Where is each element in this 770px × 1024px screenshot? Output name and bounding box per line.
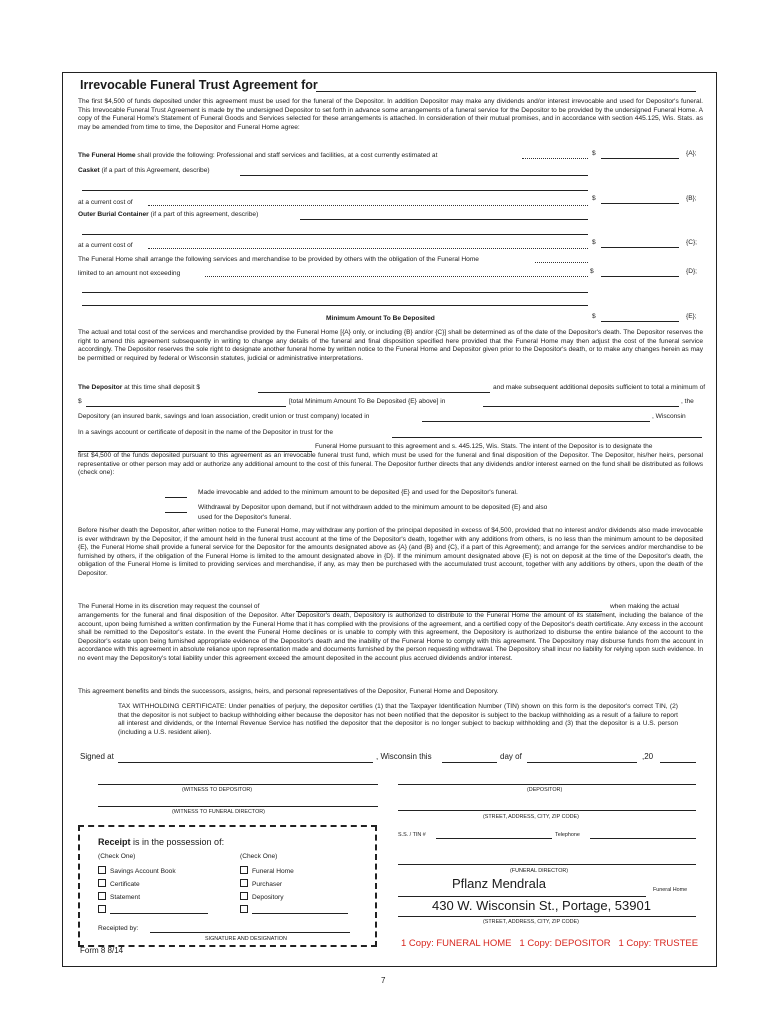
receipt-savings-book[interactable]: Savings Account Book [98, 866, 176, 877]
dollar-sign: $ [592, 239, 596, 246]
tax-certificate-paragraph: TAX WITHHOLDING CERTIFICATE: Under penalties of perjury, the depositor certifies (1) that the Taxpayer Identification Number (TIN) shown on this form is the depositor's correct TIN, (2) that the depositor is not subject to backup withholding either because the depositor has not been notified that the depositor is subject to the backup withholding as a result of a failure to report all interest and dividends, or the Internal Revenue Service has notified the depositor that the depositor is no longer subject to backup withholding and (3) that the depositor is a U.S. person (including a U.S. resident alien). [118, 703, 678, 736]
ss-tin-label: S.S. / TIN # [398, 832, 426, 838]
receipt-other-2[interactable] [240, 905, 252, 916]
line-c-text: at a current cost of [78, 242, 133, 249]
ss-tin-field[interactable] [436, 838, 552, 839]
receipt-purchaser[interactable]: Purchaser [240, 879, 282, 890]
receipt-title: Receipt is in the possession of: [98, 837, 225, 847]
check-one-label: (Check One) [98, 853, 136, 860]
depositor-deposit-text: The Depositor at this time shall deposit $ [78, 384, 201, 391]
option-irrevocable-check[interactable] [165, 497, 187, 498]
depository-location-text: Depository (an insured bank, savings and loan association, credit union or trust company) located in [78, 413, 370, 420]
trust-for-field[interactable] [392, 437, 702, 438]
cost-b-field[interactable] [601, 203, 679, 204]
witness-depositor-line[interactable] [98, 784, 378, 785]
cost-d-field[interactable] [601, 276, 679, 277]
arrange-line1[interactable] [82, 292, 588, 293]
depository-city-field[interactable] [422, 421, 650, 422]
arrange-text: The Funeral Home shall arrange the following services and merchandise to be provided by others with the obligation of the Funeral Home [78, 256, 479, 263]
tag-a: {A}; [686, 150, 697, 157]
dollar-sign: $ [592, 195, 596, 202]
receipt-other-2-field[interactable] [252, 913, 348, 914]
funeral-home-line[interactable] [398, 896, 646, 897]
savings-account-text: In a savings account or certificate of deposit in the name of the Depositor in trust for the [78, 429, 334, 436]
receipt-other-1-field[interactable] [110, 913, 208, 914]
dollar-sign: $ [592, 150, 596, 157]
leader-dots [148, 248, 588, 249]
funeral-home-name: Pflanz Mendrala [452, 876, 546, 891]
tag-e: {E}; [686, 313, 697, 320]
receipt-depository[interactable]: Depository [240, 892, 284, 903]
depository-name-field[interactable] [483, 406, 679, 407]
wisconsin-text: , Wisconsin [652, 413, 686, 420]
signed-at-label: Signed at [80, 752, 114, 761]
total-minimum-field[interactable] [86, 406, 286, 407]
dollar-sign: $ [592, 313, 596, 320]
receipt-other-1[interactable] [98, 905, 110, 916]
funeral-home-address-line[interactable] [398, 916, 696, 917]
receipted-by-field[interactable] [150, 932, 350, 933]
beneficiary-name-field[interactable] [316, 91, 696, 92]
line-a-text: The Funeral Home shall provide the following: Professional and staff services and facilities, at a cost currently estimated at [78, 152, 438, 159]
receipt-statement[interactable]: Statement [98, 892, 140, 903]
checkbox[interactable] [240, 866, 248, 874]
signed-at-field[interactable] [118, 762, 373, 763]
page-number: 7 [381, 976, 386, 985]
minimum-amount-field[interactable] [601, 321, 679, 322]
counsel-paragraph: arrangements for the funeral and final disposition of the Depositor. After Depositor's death, Depository is authorized to distribute to the Funeral Home the amount of its statement, including the balance of the account, upon being furnished a written confirmation by the Funeral Home that it has complied with the provisions of the agreement, and a certified copy of the Depositor's death certificate. Any excess in the account shall be remitted to the Depositor's estate. In the event the Funeral Home declines or is unable to comply with this agreement, the Depository is authorized to disburse the entire balance of the account to the Depositor's estate upon being furnished appropriate evidence of the Depositor's death and the inability of the Funeral Home to comply with this agreement. The Depository may disburse funds from the account in accordance with this agreement in absolute reliance upon representation made and documents furnished by the person requesting withdrawal. The Depository shall incur no liability for relying upon such evidence. In no event may the Depository's total liability under this agreement exceed the amount deposited in the account plus accrued dividends and/or interest. [78, 612, 703, 662]
checkbox[interactable] [240, 892, 248, 900]
line-d-text: limited to an amount not exceeding [78, 270, 181, 277]
witness-fd-line[interactable] [98, 806, 378, 807]
funeral-home-address: 430 W. Wisconsin St., Portage, 53901 [432, 898, 651, 913]
total-minimum-text: [total Minimum Amount To Be Deposited {E} above] in [289, 398, 446, 405]
copies-distribution: 1 Copy: FUNERAL HOME 1 Copy: DEPOSITOR 1 Copy: TRUSTEE [401, 938, 699, 949]
minimum-amount-label: Minimum Amount To Be Deposited [326, 315, 435, 322]
receipted-by-label: Receipted by: [98, 925, 139, 932]
checkbox[interactable] [240, 905, 248, 913]
casket-label: Casket (if a part of this Agreement, describe) [78, 167, 210, 174]
outer-container-field[interactable] [300, 219, 588, 220]
option-withdrawal-text: Withdrawal by Depositor upon demand, but if not withdrawn added to the minimum amount to be deposited {E} and also [198, 504, 548, 511]
option-withdrawal-check[interactable] [165, 512, 187, 513]
month-field[interactable] [527, 762, 637, 763]
pursuant-paragraph: first $4,500 of the funds deposited pursuant to this agreement as an irrevocable funeral trust fund, which must be used for the funeral and final disposition of the Depositor. The Depositor, his/her heirs, personal representative or other person may add or authorize any additional amount to the cost of this funeral. The Depositor further directs that any dividends and/or interest earned on the fund shall be distributed as follows (check one): [78, 452, 703, 477]
tag-d: {D}; [686, 268, 697, 275]
depositor-label: (DEPOSITOR) [527, 787, 563, 793]
check-one-label: (Check One) [240, 853, 278, 860]
day-field[interactable] [442, 762, 497, 763]
dollar-sign: $ [78, 398, 82, 405]
street-address-label: (STREET, ADDRESS, CITY, ZIP CODE) [483, 814, 579, 820]
funeral-director-label: (FUNERAL DIRECTOR) [510, 868, 569, 874]
leader-dots [535, 262, 588, 263]
outer-container-line2[interactable] [82, 234, 588, 235]
year-field[interactable] [660, 762, 696, 763]
checkbox[interactable] [98, 892, 106, 900]
form-number: Form 8 8/14 [80, 946, 124, 955]
witness-depositor-label: (WITNESS TO DEPOSITOR) [182, 787, 253, 793]
before-death-paragraph: Before his/her death the Depositor, after written notice to the Funeral Home, may withdraw any portion of the principal deposited in excess of $4,500, provided that no interest and/or dividends also made irrevocable is ever withdrawn by the Depositor, if the amount held in the funeral trust account at the time of the Depositor's death, together with any additions from others, is no less than the minimum amount to be deposited {E}, the Funeral Home shall provide a funeral service for the Depositor for the amounts designated above as {A} (and {B} and {C}, if a part of this Agreement); and arrange for the services and/or merchandise to be furnished by others, if the obligation of the Funeral Home is limited to the amount designated above in {D}. If the minimum amount designated above {E} is not on deposit at the time of the Depositor's death, the obligation of the Funeral Home is limited to providing services and merchandise, if any, as may then be purchased with the accumulated trust account, together with any additions by others, upon the death of the Depositor. [78, 527, 703, 577]
initial-deposit-field[interactable] [258, 392, 490, 393]
checkbox[interactable] [98, 866, 106, 874]
tag-c: {C}; [686, 239, 697, 246]
counsel-text: The Funeral Home in its discretion may request the counsel of [78, 603, 260, 610]
signature-designation-label: SIGNATURE AND DESIGNATION [205, 936, 287, 942]
receipt-funeral-home[interactable]: Funeral Home [240, 866, 294, 877]
receipt-certificate[interactable]: Certificate [98, 879, 140, 890]
day-of-label: day of [500, 752, 522, 761]
witness-fd-label: (WITNESS TO FUNERAL DIRECTOR) [172, 809, 265, 815]
checkbox[interactable] [240, 879, 248, 887]
funeral-home-label: Funeral Home [653, 887, 688, 893]
outer-burial-label: Outer Burial Container (if a part of this agreement, describe) [78, 211, 259, 218]
year-label: ,20 [642, 752, 654, 761]
checkbox[interactable] [98, 879, 106, 887]
option-withdrawal-text-2: used for the Depositor's funeral. [198, 514, 292, 521]
binds-paragraph: This agreement benefits and binds the successors, assigns, heirs, and personal representatives of the Depositor, Funeral Home and Depository. [78, 688, 499, 695]
leader-dots [205, 276, 588, 277]
subsequent-deposit-text: and make subsequent additional deposits sufficient to total a minimum of [493, 384, 706, 391]
casket-description-field[interactable] [240, 175, 588, 176]
pursuant-text: Funeral Home pursuant to this agreement and s. 445.125, Wis. Stats. The intent of the Depositor is to designate the [315, 443, 653, 450]
casket-description-line2[interactable] [82, 190, 588, 191]
telephone-field[interactable] [590, 838, 696, 839]
the-text: , the [681, 398, 694, 405]
option-irrevocable-text: Made irrevocable and added to the minimum amount to be deposited {E} and used for the Depositor's funeral. [198, 489, 518, 496]
actual-cost-paragraph: The actual and total cost of the services and merchandise provided by the Funeral Home [{A} only, or including {B} and/or {C}] shall be determined as of the date of the Depositor's death. The Depositor reserves the right to amend this agreement subsequently in writing to change any details of the funeral and final disposition specified here provided that the Funeral Home may then adjust the cost of the funeral service accordingly. The Depositor reserves the sole right to designate another funeral home by written notice to the Funeral Home and Depositor given prior to the Depositor's death, or to make any changes herein as may be permitted or required by federal or Wisconsin statutes, judicial or administrative interpretations. [78, 329, 703, 362]
wisconsin-this-label: , Wisconsin this [376, 752, 432, 761]
checkbox[interactable] [98, 905, 106, 913]
counsel-end-text: when making the actual [610, 603, 680, 610]
street-address-label-2: (STREET, ADDRESS, CITY, ZIP CODE) [483, 919, 579, 925]
leader-dots [148, 205, 588, 206]
intro-paragraph: The first $4,500 of funds deposited under this agreement must be used for the funeral of the Depositor. In addition Depositor may make any dividends and/or interest irrevocable and used for Depositor's funeral. This Irrevocable Funeral Trust Agreement is made by the undersigned Depositor to set forth in advance some arrangements of a funeral service for the Depositor to be provided by the undersigned Funeral Home. A copy of the Funeral Home's Statement of Funeral Goods and Services selected for these arrangements is attached. In consideration of their mutual promises, and in accordance with section 445.125, Wis. Stats. as may be amended from time to time, the Depositor and Funeral Home agree: [78, 98, 703, 131]
telephone-label: Telephone [555, 832, 580, 838]
leader-dots [522, 158, 588, 159]
cost-a-field[interactable] [601, 158, 679, 159]
line-b-text: at a current cost of [78, 199, 133, 206]
tag-b: {B}; [686, 195, 697, 202]
cost-c-field[interactable] [601, 247, 679, 248]
form-title: Irrevocable Funeral Trust Agreement for [80, 78, 318, 92]
dollar-sign: $ [590, 268, 594, 275]
depositor-signature-line[interactable] [398, 784, 696, 785]
arrange-line2[interactable] [82, 305, 588, 306]
funeral-director-line[interactable] [398, 864, 696, 865]
depositor-address-line[interactable] [398, 810, 696, 811]
